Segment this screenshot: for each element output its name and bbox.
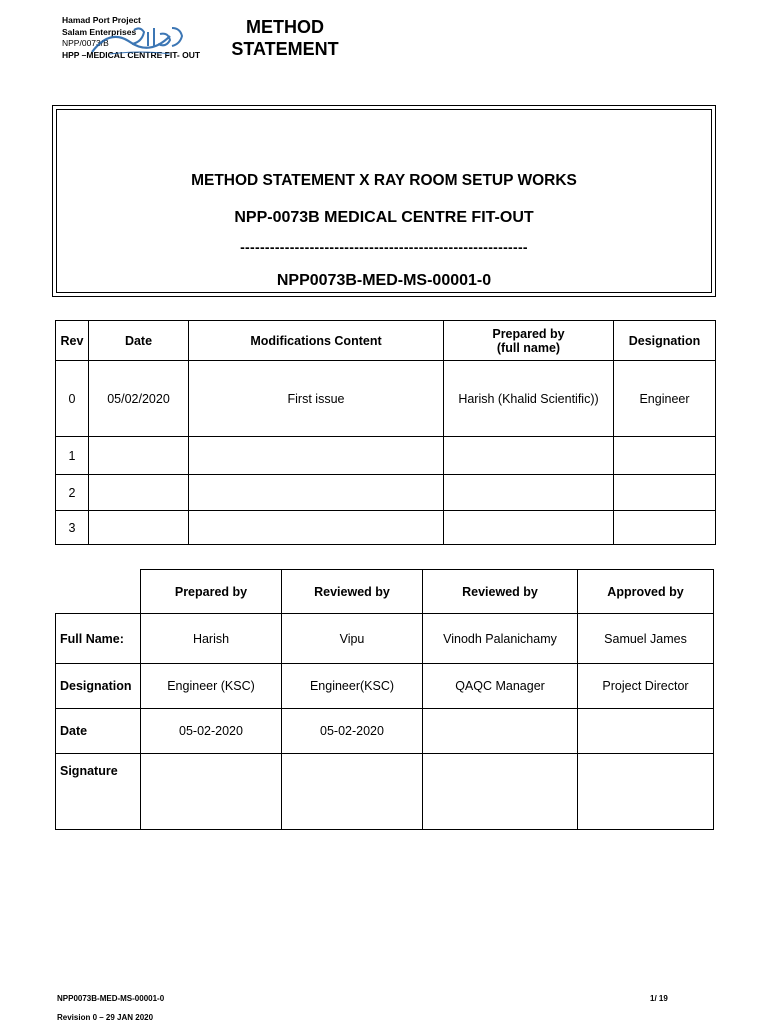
table-header-row bbox=[56, 570, 714, 614]
footer-doc-code: NPP0073B-MED-MS-00001-0 bbox=[57, 994, 165, 1003]
rev-cell: 0 bbox=[56, 361, 89, 437]
designation-cell: Engineer bbox=[614, 361, 716, 437]
full-name-label: Full Name: bbox=[56, 614, 141, 664]
date-cell: 05-02-2020 bbox=[141, 709, 282, 754]
col-header-prepared-by: Prepared by (full name) bbox=[444, 321, 614, 361]
project-name: Hamad Port Project bbox=[62, 15, 141, 25]
table-header-row bbox=[56, 321, 716, 361]
project-title: NPP-0073B MEDICAL CENTRE FIT-OUT bbox=[234, 209, 534, 226]
footer-revision: Revision 0 – 29 JAN 2020 bbox=[57, 1013, 154, 1022]
table-row bbox=[56, 614, 714, 664]
full-name-cell: Vipu bbox=[282, 614, 423, 664]
company-logo bbox=[90, 22, 190, 56]
content-cell: First issue bbox=[189, 361, 444, 437]
date-cell bbox=[578, 709, 714, 754]
table-row bbox=[56, 437, 716, 475]
col-header-date: Date bbox=[89, 321, 189, 361]
approval-table bbox=[55, 569, 714, 830]
signature-label: Signature bbox=[56, 754, 141, 830]
content-cell bbox=[189, 475, 444, 511]
company-name: Salam Enterprises bbox=[62, 26, 137, 37]
content-cell bbox=[189, 437, 444, 475]
title-box bbox=[52, 105, 716, 297]
signature-cell bbox=[141, 754, 282, 830]
document-number: NPP0073B-MED-MS-00001-0 bbox=[276, 272, 492, 289]
method-statement-title: METHOD STATEMENT X RAY ROOM SETUP WORKS bbox=[191, 172, 577, 189]
col-header-approved-by: Approved by bbox=[578, 570, 714, 614]
designation-cell bbox=[614, 475, 716, 511]
table-row bbox=[56, 475, 716, 511]
date-cell bbox=[89, 475, 189, 511]
col-header-modifications: Modifications Content bbox=[189, 321, 444, 361]
col-header-rev: Rev bbox=[56, 321, 89, 361]
date-cell bbox=[89, 511, 189, 545]
table-row bbox=[56, 664, 714, 709]
designation-cell: Project Director bbox=[578, 664, 714, 709]
rev-cell: 3 bbox=[56, 511, 89, 545]
project-code: NPP/0073/B bbox=[62, 38, 109, 48]
prepared-cell bbox=[444, 511, 614, 545]
col-header-prepared-by: Prepared by bbox=[141, 570, 282, 614]
prepared-cell bbox=[444, 437, 614, 475]
designation-cell: QAQC Manager bbox=[423, 664, 578, 709]
designation-cell bbox=[614, 437, 716, 475]
project-subtitle: HPP –MEDICAL CENTRE FIT- OUT bbox=[62, 49, 201, 60]
date-cell bbox=[89, 437, 189, 475]
table-row bbox=[56, 754, 714, 830]
title-separator: ---------------------------------------------------------- bbox=[240, 239, 528, 255]
content-cell bbox=[189, 511, 444, 545]
document-type-title: METHOD STATEMENT bbox=[231, 17, 339, 59]
prepared-cell bbox=[444, 475, 614, 511]
col-header-designation: Designation bbox=[614, 321, 716, 361]
date-label: Date bbox=[56, 709, 141, 754]
revision-table bbox=[55, 320, 716, 545]
designation-label: Designation bbox=[56, 664, 141, 709]
rev-cell: 2 bbox=[56, 475, 89, 511]
prepared-cell: Harish (Khalid Scientific)) bbox=[444, 361, 614, 437]
col-header-reviewed-by: Reviewed by bbox=[423, 570, 578, 614]
table-row bbox=[56, 709, 714, 754]
signature-cell bbox=[423, 754, 578, 830]
designation-cell: Engineer (KSC) bbox=[141, 664, 282, 709]
signature-cell bbox=[282, 754, 423, 830]
footer-page-number: 1/ 19 bbox=[650, 994, 668, 1003]
col-header-reviewed-by: Reviewed by bbox=[282, 570, 423, 614]
full-name-cell: Vinodh Palanichamy bbox=[423, 614, 578, 664]
table-row bbox=[56, 361, 716, 437]
date-cell: 05-02-2020 bbox=[282, 709, 423, 754]
designation-cell bbox=[614, 511, 716, 545]
full-name-cell: Harish bbox=[141, 614, 282, 664]
table-row bbox=[56, 511, 716, 545]
date-cell: 05/02/2020 bbox=[89, 361, 189, 437]
signature-cell bbox=[578, 754, 714, 830]
rev-cell: 1 bbox=[56, 437, 89, 475]
full-name-cell: Samuel James bbox=[578, 614, 714, 664]
date-cell bbox=[423, 709, 578, 754]
designation-cell: Engineer(KSC) bbox=[282, 664, 423, 709]
